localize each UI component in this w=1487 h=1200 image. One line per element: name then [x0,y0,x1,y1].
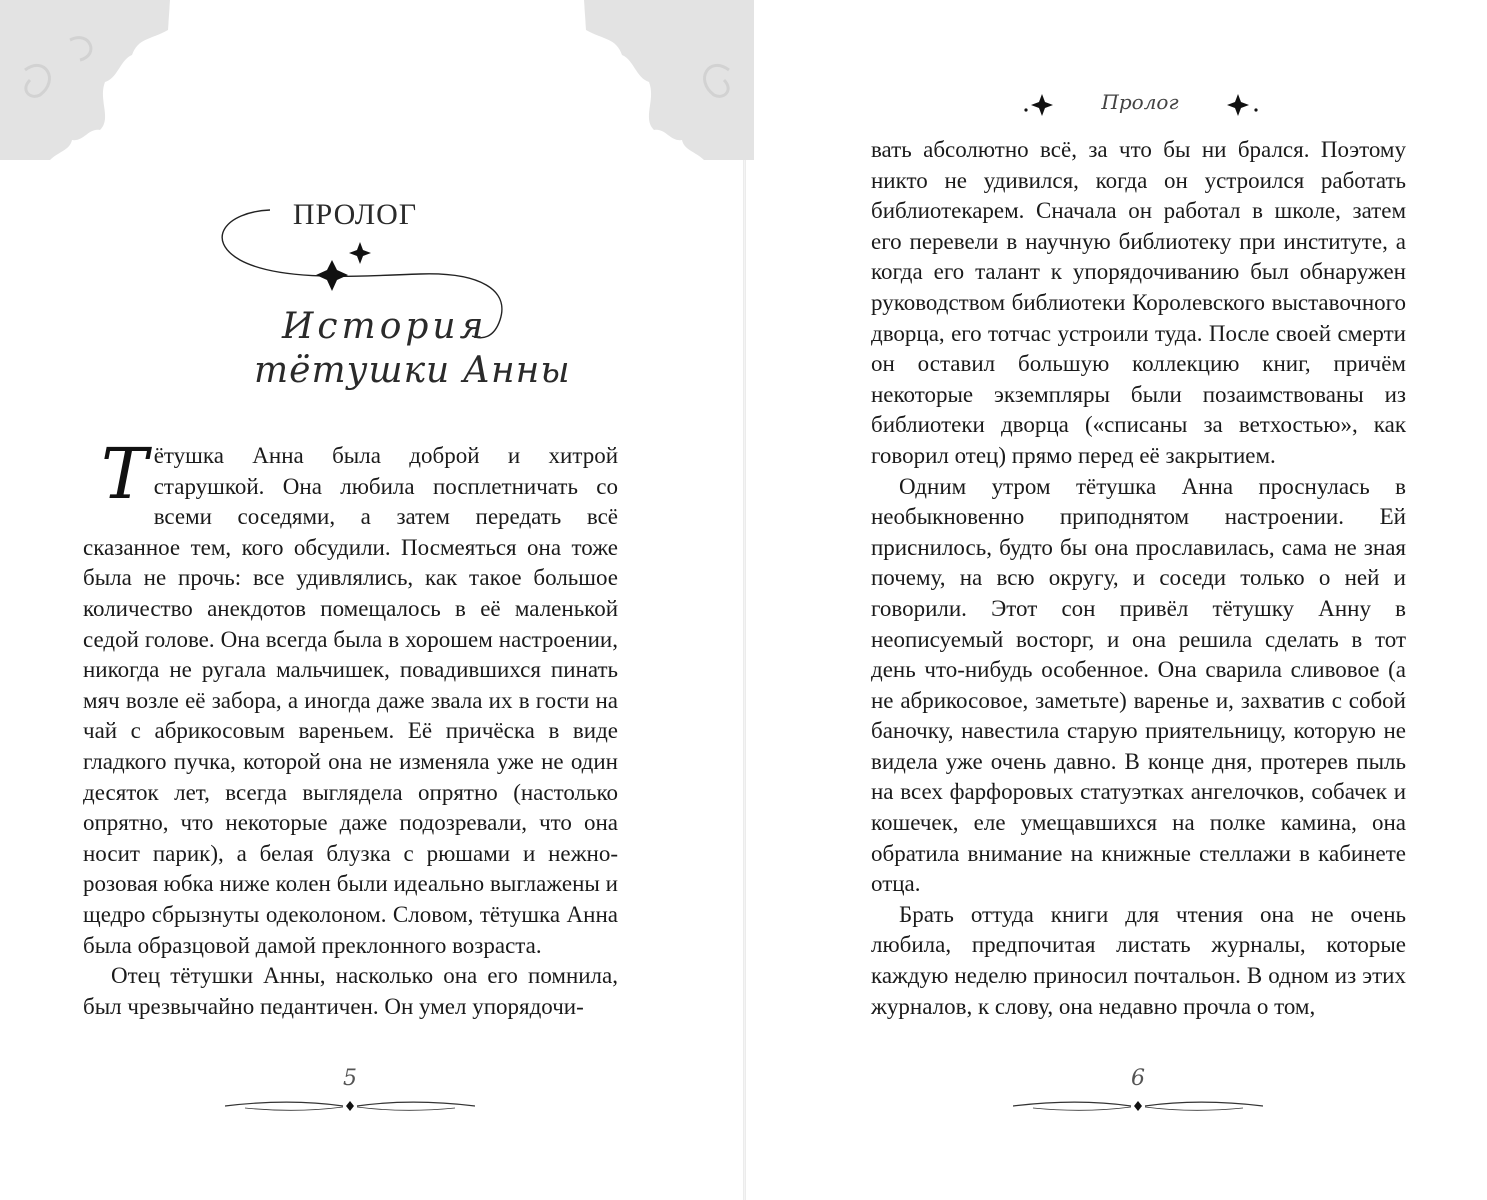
chapter-title-line2: тётушки Анны [254,350,571,391]
running-head-title: Пролог [1101,90,1179,114]
left-body-text [83,433,618,1022]
chapter-label: ПРОЛОГ [292,198,418,231]
page-number: 6 [1131,1066,1145,1091]
drop-cap: Т [101,433,148,515]
right-body-text [871,135,1406,1022]
footer-flourish-ornament [1013,1092,1263,1122]
paragraph: Одним утром тётушка Анна проснулась в необыкновенно приподнятом настроении. Ей приснилось, будто бы она прославилась, сама не зная почему, на всю округу, и соседи только о ней и говорили. Этот сон привёл тётушку Анну в неописуемый восторг, и она решила сделать в тот день что-нибудь особенное. Она сварила сливовое (а не абрикосовое, заметьте) варенье и, захватив с собой баночку, навестила старую приятельницу, которую не видела уже очень давно. В конце дня, протерев пыль на всех фарфоровых статуэтках ангелочков, собачек и кошечек, еле умещавшихся на полке камина, она обратила внимание на книжные стеллажи в кабинете отца. [871,473,1406,897]
corner-ornament-right [584,0,754,165]
paragraph: вать абсолютно всё, за что бы ни брался. Поэтому никто не удивился, когда он устроился работать библиотекарем. Сначала он работал в школе, затем его перевели в научную библиотеку при институте, а когда его талант к упорядочиванию был обнаружен руководством библиотеки Королевского выставочного дворца, его тотчас устроили туда. После своей смерти он оставил большую коллекцию книг, причём некоторые экземпляры были позаимствованы из библиотеки дворца («списаны за ветхостью», как говорил отец) прямо перед её закрытием. [871,137,1406,468]
paragraph: Брать оттуда книги для чтения она не очень любила, предпочитая листать журналы, которые каждую неделю приносил почтальон. В одном из этих журналов, к слову, она недавно прочла о том, [871,901,1406,1019]
corner-ornament-left [0,0,170,165]
paragraph [83,433,618,961]
chapter-title-line1: История [282,306,488,347]
footer-flourish-ornament [225,1092,475,1122]
running-head [1000,88,1280,128]
paragraph-text: ётушка Анна была доброй и хитрой старушкой. Она любила посплетничать со всеми соседями, а затем передать всё сказанное тем, кого обсудили. Посмеяться она тоже была не прочь: все удивлялись, как такое большое количество анекдотов помещалось в её маленькой седой голове. Она всегда была в хорошем настроении, никогда не ругала мальчишек, повадившихся пинать мяч возле её забора, а иногда даже звала их в гости на чай с абрикосовым вареньем. Её причёска в виде гладкого пучка, которой она не изменяла уже не один десяток лет, всегда выглядела опрятно (настолько опрятно, что некоторые даже подозревали, что она носит парик), а белая блузка с рюшами и нежно-розовая юбка ниже колен были идеально выглажены и щедро сбрызнуты одеколоном. Словом, тётушка Анна была образцовой дамой преклонного возраста. [83,443,618,958]
page-number: 5 [343,1066,357,1091]
chapter-heading [210,190,571,420]
paragraph: Отец тётушки Анны, насколько она его помнила, был чрезвычайно педантичен. Он умел упорядочи- [83,963,618,1019]
